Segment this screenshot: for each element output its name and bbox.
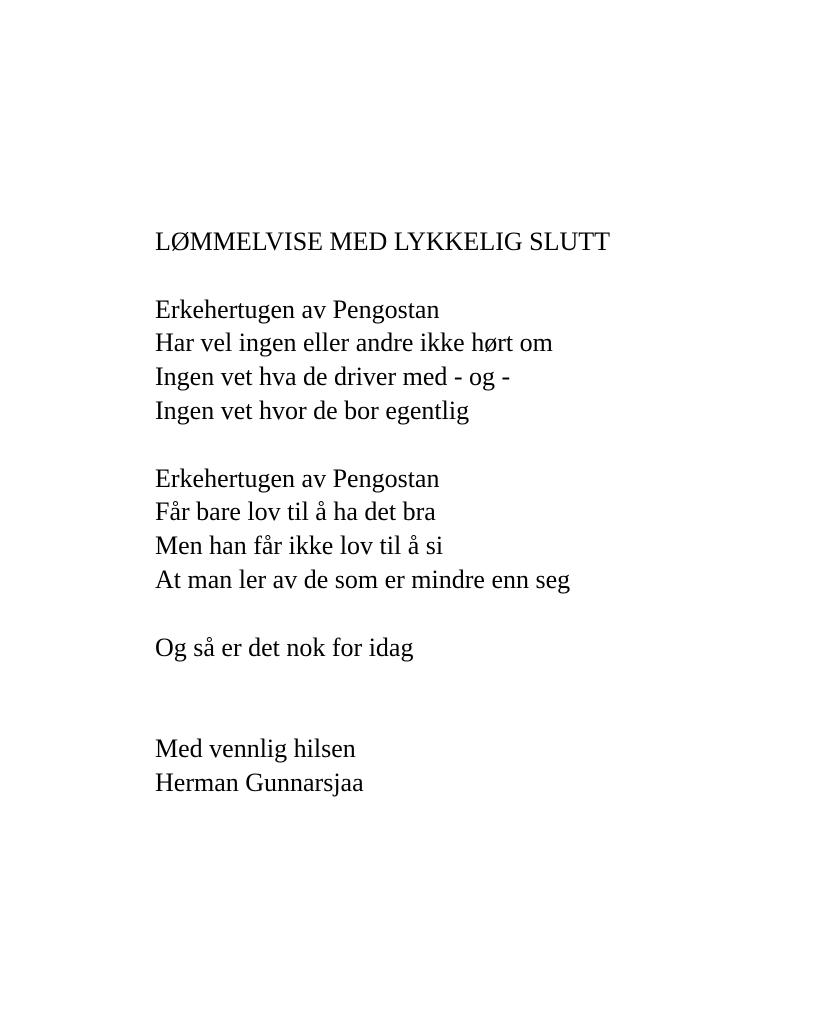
poem-line: Erkehertugen av Pengostan xyxy=(155,294,440,324)
poem-line: Erkehertugen av Pengostan xyxy=(155,463,440,493)
poem-line: At man ler av de som er mindre enn seg xyxy=(155,564,571,594)
poem-line: Men han får ikke lov til å si xyxy=(155,531,444,561)
signature: Herman Gunnarsjaa xyxy=(155,767,364,797)
poem-line: Får bare lov til å ha det bra xyxy=(155,497,436,527)
poem-line: Har vel ingen eller andre ikke hørt om xyxy=(155,328,553,358)
poem-line: Ingen vet hvor de bor egentlig xyxy=(155,395,470,425)
closing-greeting: Med vennlig hilsen xyxy=(155,733,356,763)
blank-line xyxy=(155,597,610,631)
poem-line: Ingen vet hva de driver med - og - xyxy=(155,362,511,392)
poem-line: Og så er det nok for idag xyxy=(155,632,414,662)
stanza-1 xyxy=(155,293,610,428)
blank-line xyxy=(155,664,610,698)
poem-title: LØMMELVISE MED LYKKELIG SLUTT xyxy=(155,227,611,256)
blank-line xyxy=(155,259,610,293)
closing xyxy=(155,732,610,800)
blank-line xyxy=(155,428,610,462)
stanza-3 xyxy=(155,631,610,665)
stanza-2 xyxy=(155,462,610,597)
poem-document xyxy=(155,225,610,800)
blank-line xyxy=(155,698,610,732)
